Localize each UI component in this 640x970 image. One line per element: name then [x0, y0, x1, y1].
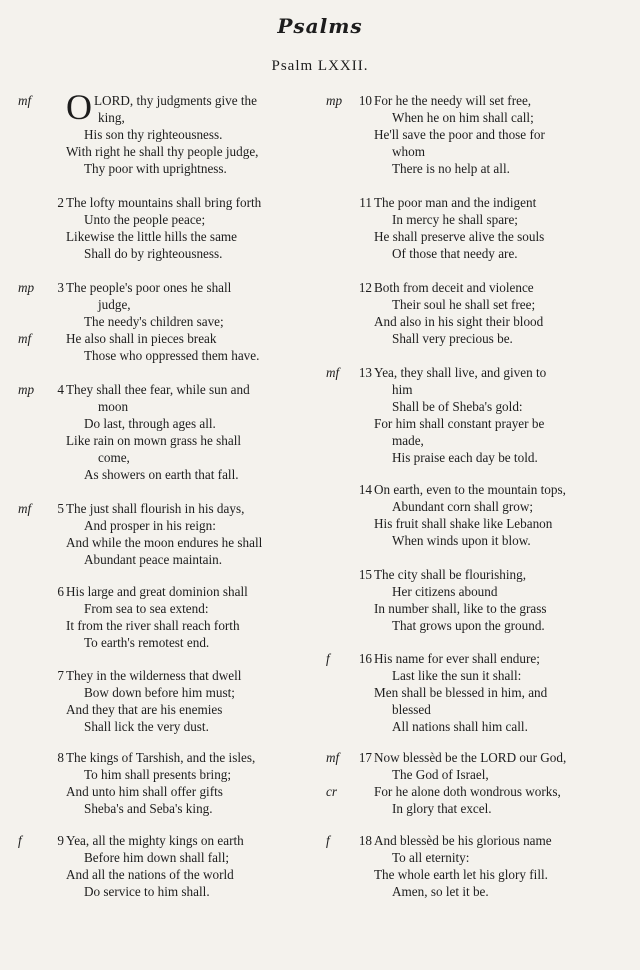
verse-line — [18, 415, 318, 432]
verse-line — [326, 566, 626, 583]
verse-line — [326, 718, 626, 735]
verse-line — [18, 466, 318, 483]
verse-text: Shall be of Sheba's gold: — [392, 399, 523, 414]
verse-line — [18, 849, 318, 866]
verse-line — [326, 617, 626, 634]
verse-number: 17 — [358, 750, 372, 765]
verse-line — [18, 832, 318, 849]
verse-text: To earth's remotest end. — [84, 635, 210, 650]
dynamic-marking: mf — [18, 501, 32, 516]
verse-line — [326, 194, 626, 211]
dynamic-marking: mp — [326, 93, 343, 108]
verse-text: His large and great dominion shall — [66, 584, 248, 599]
verse-text: He shall preserve alive the souls — [374, 229, 545, 244]
verse-text: judge, — [98, 297, 131, 312]
stanza — [326, 92, 626, 177]
verse-text: The people's poor ones he shall — [66, 280, 232, 295]
verse-line — [326, 160, 626, 177]
stanza — [18, 583, 318, 651]
verse-line — [18, 534, 318, 551]
verse-number: 14 — [358, 482, 372, 497]
stanza — [326, 364, 626, 466]
verse-text: The kings of Tarshish, and the isles, — [66, 750, 256, 765]
verse-text: In mercy he shall spare; — [392, 212, 518, 227]
verse-text: All nations shall him call. — [392, 719, 528, 734]
verse-line — [18, 517, 318, 534]
verse-text: Do last, through ages all. — [84, 416, 216, 431]
verse-line — [18, 432, 318, 449]
verse-text: For he the needy will set free, — [374, 93, 532, 108]
verse-line — [18, 551, 318, 568]
verse-text: And all the nations of the world — [66, 867, 234, 882]
verse-line — [18, 634, 318, 651]
stanza — [18, 500, 318, 568]
verse-text: Yea, they shall live, and given to — [374, 365, 547, 380]
verse-line — [326, 883, 626, 900]
dynamic-marking: f — [326, 833, 330, 848]
stanza — [326, 194, 626, 262]
verse-line — [18, 296, 318, 313]
verse-number: 13 — [358, 365, 372, 380]
verse-line — [18, 245, 318, 262]
verse-text: His son thy righteousness. — [84, 127, 223, 142]
verse-text: Yea, all the mighty kings on earth — [66, 833, 244, 848]
verse-line — [326, 449, 626, 466]
verse-line — [326, 92, 626, 109]
verse-line — [326, 245, 626, 262]
verse-text: The lofty mountains shall bring forth — [66, 195, 262, 210]
verse-text: Thy poor with uprightness. — [84, 161, 227, 176]
verse-text: Of those that needy are. — [392, 246, 518, 261]
verse-line — [326, 600, 626, 617]
verse-line — [18, 583, 318, 600]
verse-text: Bow down before him must; — [84, 685, 235, 700]
verse-text: That grows upon the ground. — [392, 618, 545, 633]
verse-text: And unto him shall offer gifts — [66, 784, 223, 799]
verse-number: 4 — [57, 382, 64, 397]
verse-line — [326, 532, 626, 549]
verse-number: 16 — [358, 651, 372, 666]
verse-text: For he alone doth wondrous works, — [374, 784, 561, 799]
verse-text: The city shall be flourishing, — [374, 567, 526, 582]
verse-line — [18, 701, 318, 718]
verse-text: Their soul he shall set free; — [392, 297, 536, 312]
dynamic-marking: f — [18, 833, 22, 848]
dynamic-marking: mf — [326, 365, 340, 380]
verse-text: Before him down shall fall; — [84, 850, 230, 865]
verse-text: Unto the people peace; — [84, 212, 206, 227]
stanza — [326, 832, 626, 900]
verse-line — [18, 347, 318, 364]
verse-line — [326, 364, 626, 381]
verse-number: 3 — [57, 280, 64, 295]
verse-number: 18 — [358, 833, 372, 848]
verse-line — [18, 143, 318, 160]
drop-cap: O — [66, 87, 92, 127]
verse-text: The just shall flourish in his days, — [66, 501, 245, 516]
verse-line — [326, 313, 626, 330]
verse-line — [18, 211, 318, 228]
stanza — [326, 650, 626, 735]
verse-text: To all eternity: — [392, 850, 470, 865]
verse-text: Likewise the little hills the same — [66, 229, 238, 244]
verse-line — [18, 766, 318, 783]
verse-line — [18, 500, 318, 517]
verse-number: 7 — [57, 668, 64, 683]
verse-text: Shall lick the very dust. — [84, 719, 209, 734]
verse-line — [18, 449, 318, 466]
verse-text: They shall thee fear, while sun and — [66, 382, 250, 397]
verse-text: To him shall presents bring; — [84, 767, 232, 782]
verse-text: The needy's children save; — [84, 314, 224, 329]
verse-line — [18, 783, 318, 800]
verse-line — [18, 883, 318, 900]
stanza — [326, 749, 626, 817]
verse-text: His praise each day be told. — [392, 450, 538, 465]
verse-line — [18, 749, 318, 766]
verse-line — [18, 684, 318, 701]
verse-text: Men shall be blessed in him, and — [374, 685, 548, 700]
verse-line — [326, 515, 626, 532]
verse-number: 9 — [57, 833, 64, 848]
verse-number: 2 — [57, 195, 64, 210]
verse-line — [326, 381, 626, 398]
verse-text: him — [392, 382, 413, 397]
verse-text: As showers on earth that fall. — [84, 467, 239, 482]
verse-line — [18, 866, 318, 883]
verse-line — [326, 228, 626, 245]
verse-line — [18, 160, 318, 177]
verse-text: moon — [98, 399, 129, 414]
verse-number: 5 — [57, 501, 64, 516]
verse-line — [18, 617, 318, 634]
dynamic-marking: mp — [18, 382, 35, 397]
verse-text: When winds upon it blow. — [392, 533, 531, 548]
verse-line — [18, 800, 318, 817]
verse-line — [18, 667, 318, 684]
verse-text: From sea to sea extend: — [84, 601, 209, 616]
verse-text: Amen, so let it be. — [392, 884, 489, 899]
verse-line — [18, 381, 318, 398]
stanza — [18, 667, 318, 735]
verse-text: He'll save the poor and those for — [374, 127, 545, 142]
verse-line — [18, 718, 318, 735]
verse-line — [326, 684, 626, 701]
stanza — [18, 832, 318, 900]
verse-text: With right he shall thy people judge, — [66, 144, 259, 159]
verse-text: Last like the sun it shall: — [392, 668, 522, 683]
verse-text: In number shall, like to the grass — [374, 601, 547, 616]
verse-line — [326, 109, 626, 126]
verse-line — [326, 667, 626, 684]
verse-text: And while the moon endures he shall — [66, 535, 263, 550]
verse-text: Do service to him shall. — [84, 884, 210, 899]
verse-number: 10 — [358, 93, 372, 108]
verse-number: 12 — [358, 280, 372, 295]
dynamic-marking: mf — [326, 750, 340, 765]
verse-text: For him shall constant prayer be — [374, 416, 545, 431]
verse-line — [18, 398, 318, 415]
dynamic-marking: mf — [18, 93, 32, 108]
dynamic-marking: mp — [18, 280, 35, 295]
verse-text: Those who oppressed them have. — [84, 348, 260, 363]
verse-text: Abundant corn shall grow; — [392, 499, 534, 514]
verse-text: made, — [392, 433, 424, 448]
verse-number: 11 — [359, 195, 372, 210]
verse-line — [326, 701, 626, 718]
verse-text: And also in his sight their blood — [374, 314, 544, 329]
verse-line — [18, 109, 318, 126]
verse-line — [18, 279, 318, 296]
verse-number: 15 — [358, 567, 372, 582]
verse-text: It from the river shall reach forth — [66, 618, 240, 633]
verse-text: There is no help at all. — [392, 161, 510, 176]
verse-line — [326, 583, 626, 600]
stanza — [326, 279, 626, 347]
verse-line — [326, 211, 626, 228]
verse-number: 8 — [57, 750, 64, 765]
verse-text: Like rain on mown grass he shall — [66, 433, 242, 448]
verse-text: Abundant peace maintain. — [84, 552, 223, 567]
verse-line — [18, 330, 318, 347]
verse-line — [326, 143, 626, 160]
psalm-heading: Psalm LXXII. — [271, 58, 369, 74]
verse-line — [326, 279, 626, 296]
verse-text: His name for ever shall endure; — [374, 651, 540, 666]
verse-text: come, — [98, 450, 130, 465]
verse-line — [326, 749, 626, 766]
verse-text: Her citizens abound — [392, 584, 498, 599]
verse-text: Both from deceit and violence — [374, 280, 534, 295]
verse-text: His fruit shall shake like Lebanon — [374, 516, 553, 531]
verse-text: The poor man and the indigent — [374, 195, 537, 210]
verse-line — [326, 849, 626, 866]
verse-text: Now blessèd be the LORD our God, — [374, 750, 567, 765]
verse-line — [326, 498, 626, 515]
verse-text: On earth, even to the mountain tops, — [374, 482, 566, 497]
verse-text: whom — [392, 144, 425, 159]
verse-text: king, — [98, 110, 125, 125]
verse-number: 6 — [57, 584, 64, 599]
dynamic-marking: mf — [18, 331, 32, 346]
verse-text: Shall do by righteousness. — [84, 246, 223, 261]
verse-text: blessed — [392, 702, 431, 717]
verse-text: In glory that excel. — [392, 801, 492, 816]
page-title: Psalms — [277, 14, 363, 38]
verse-line — [18, 194, 318, 211]
verse-text: And they that are his enemies — [66, 702, 223, 717]
stanza — [18, 194, 318, 262]
verse-line — [326, 330, 626, 347]
stanza — [18, 279, 318, 364]
stanza — [18, 381, 318, 483]
verse-text: And prosper in his reign: — [84, 518, 216, 533]
verse-text: Sheba's and Seba's king. — [84, 801, 213, 816]
verse-line — [326, 783, 626, 800]
verse-line — [326, 432, 626, 449]
verse-line — [326, 415, 626, 432]
verse-text: They in the wilderness that dwell — [66, 668, 242, 683]
verse-line — [18, 313, 318, 330]
dynamic-marking: f — [326, 651, 330, 666]
stanza — [18, 87, 318, 177]
verse-line — [326, 126, 626, 143]
verse-text: The whole earth let his glory fill. — [374, 867, 548, 882]
stanza — [326, 481, 626, 549]
verse-line — [326, 650, 626, 667]
verse-line — [18, 228, 318, 245]
verse-line — [326, 832, 626, 849]
verse-text: The God of Israel, — [392, 767, 489, 782]
stanza — [18, 749, 318, 817]
verse-text: LORD, thy judgments give the — [94, 93, 257, 108]
verse-line — [326, 766, 626, 783]
verse-line — [326, 296, 626, 313]
verse-line — [326, 481, 626, 498]
verse-text: And blessèd be his glorious name — [374, 833, 552, 848]
verse-line — [326, 800, 626, 817]
verse-line — [326, 398, 626, 415]
dynamic-marking: cr — [326, 784, 337, 799]
verse-line — [18, 126, 318, 143]
verse-text: He also shall in pieces break — [66, 331, 217, 346]
verse-text: When he on him shall call; — [392, 110, 534, 125]
verse-line — [18, 600, 318, 617]
verse-line — [326, 866, 626, 883]
stanza — [326, 566, 626, 634]
verse-text: Shall very precious be. — [392, 331, 513, 346]
